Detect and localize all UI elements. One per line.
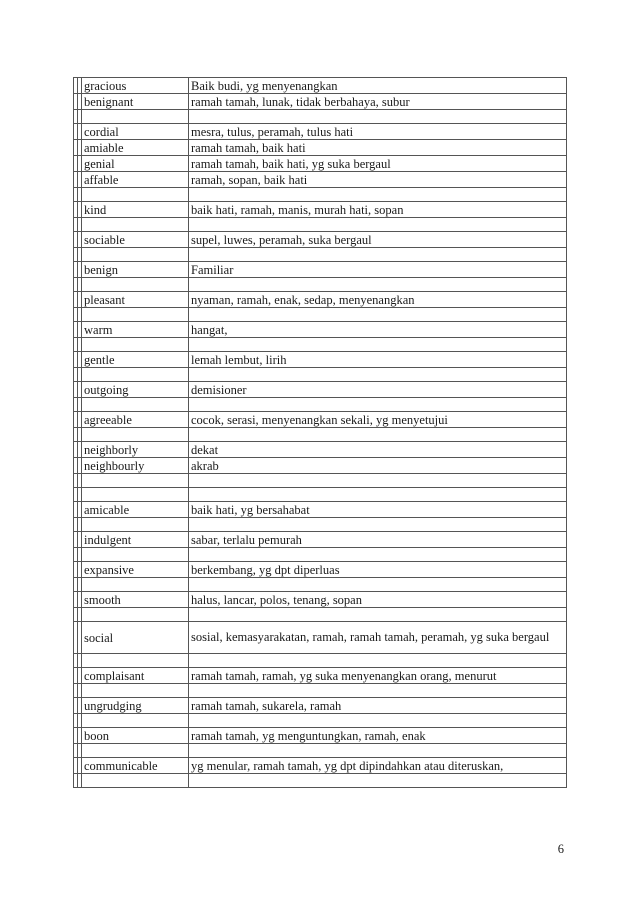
empty-definition-cell [189,488,567,502]
definition-cell: cocok, serasi, menyenangkan sekali, yg menyetujui [189,412,567,428]
term-cell: sociable [82,232,189,248]
glossary-row [74,172,567,188]
empty-term-cell [82,110,189,124]
definition-cell: yg menular, ramah tamah, yg dpt dipindahkan atau diteruskan, [189,758,567,774]
spacer-row [74,518,567,532]
definition-cell: supel, luwes, peramah, suka bergaul [189,232,567,248]
empty-definition-cell [189,474,567,488]
term-cell: neighborly [82,442,189,458]
term-cell: indulgent [82,532,189,548]
glossary-row [74,156,567,172]
empty-definition-cell [189,248,567,262]
definition-cell: berkembang, yg dpt diperluas [189,562,567,578]
definition-cell: ramah tamah, ramah, yg suka menyenangkan orang, menurut [189,668,567,684]
term-cell: boon [82,728,189,744]
term-cell: smooth [82,592,189,608]
term-cell: gracious [82,78,189,94]
empty-definition-cell [189,744,567,758]
empty-term-cell [82,278,189,292]
spacer-row [74,398,567,412]
empty-definition-cell [189,110,567,124]
spacer-row [74,578,567,592]
definition-cell: ramah tamah, sukarela, ramah [189,698,567,714]
empty-term-cell [82,684,189,698]
empty-definition-cell [189,278,567,292]
spacer-row [74,110,567,124]
definition-cell: dekat [189,442,567,458]
glossary-row [74,668,567,684]
spacer-row [74,338,567,352]
empty-definition-cell [189,774,567,788]
definition-cell: Baik budi, yg menyenangkan [189,78,567,94]
glossary-body [74,78,567,788]
glossary-row [74,78,567,94]
definition-cell: ramah tamah, baik hati [189,140,567,156]
empty-term-cell [82,578,189,592]
empty-definition-cell [189,548,567,562]
term-cell: social [82,622,189,654]
glossary-row [74,728,567,744]
definition-cell: nyaman, ramah, enak, sedap, menyenangkan [189,292,567,308]
glossary-row [74,124,567,140]
glossary-row [74,322,567,338]
definition-cell: demisioner [189,382,567,398]
empty-term-cell [82,518,189,532]
glossary-row [74,502,567,518]
term-cell: cordial [82,124,189,140]
empty-term-cell [82,474,189,488]
glossary-row [74,698,567,714]
definition-cell: baik hati, ramah, manis, murah hati, sopan [189,202,567,218]
glossary-row [74,562,567,578]
term-cell: outgoing [82,382,189,398]
empty-term-cell [82,428,189,442]
empty-definition-cell [189,428,567,442]
term-cell: neighbourly [82,458,189,474]
spacer-row [74,428,567,442]
empty-definition-cell [189,654,567,668]
glossary-row [74,352,567,368]
spacer-row [74,608,567,622]
definition-cell: akrab [189,458,567,474]
glossary-row [74,442,567,458]
definition-cell: ramah, sopan, baik hati [189,172,567,188]
empty-definition-cell [189,368,567,382]
empty-definition-cell [189,338,567,352]
empty-term-cell [82,654,189,668]
empty-term-cell [82,744,189,758]
term-cell: benign [82,262,189,278]
empty-term-cell [82,248,189,262]
spacer-row [74,774,567,788]
empty-term-cell [82,608,189,622]
spacer-row [74,248,567,262]
glossary-row [74,622,567,654]
definition-cell: lemah lembut, lirih [189,352,567,368]
term-cell: warm [82,322,189,338]
spacer-row [74,744,567,758]
term-cell: agreeable [82,412,189,428]
definition-cell: sosial, kemasyarakatan, ramah, ramah tamah, peramah, yg suka bergaul [189,622,567,654]
empty-definition-cell [189,714,567,728]
empty-term-cell [82,368,189,382]
definition-cell: sabar, terlalu pemurah [189,532,567,548]
empty-definition-cell [189,578,567,592]
empty-definition-cell [189,684,567,698]
definition-cell: hangat, [189,322,567,338]
spacer-row [74,714,567,728]
spacer-row [74,218,567,232]
glossary-row [74,382,567,398]
definition-cell: ramah tamah, yg menguntungkan, ramah, enak [189,728,567,744]
term-cell: complaisant [82,668,189,684]
glossary-row [74,292,567,308]
glossary-row [74,592,567,608]
spacer-row [74,368,567,382]
glossary-row [74,94,567,110]
empty-definition-cell [189,218,567,232]
term-cell: amicable [82,502,189,518]
empty-definition-cell [189,308,567,322]
empty-term-cell [82,188,189,202]
spacer-row [74,654,567,668]
term-cell: expansive [82,562,189,578]
glossary-row [74,412,567,428]
empty-term-cell [82,548,189,562]
empty-term-cell [82,714,189,728]
spacer-row [74,684,567,698]
definition-cell: Familiar [189,262,567,278]
glossary-row [74,232,567,248]
spacer-row [74,278,567,292]
spacer-row [74,188,567,202]
page-number: 6 [557,842,564,856]
definition-cell: halus, lancar, polos, tenang, sopan [189,592,567,608]
term-cell: benignant [82,94,189,110]
term-cell: amiable [82,140,189,156]
term-cell: communicable [82,758,189,774]
definition-cell: mesra, tulus, peramah, tulus hati [189,124,567,140]
spacer-row [74,488,567,502]
glossary-table [73,77,567,788]
empty-definition-cell [189,518,567,532]
glossary-row [74,458,567,474]
glossary-row [74,262,567,278]
empty-term-cell [82,774,189,788]
empty-definition-cell [189,188,567,202]
term-cell: affable [82,172,189,188]
empty-term-cell [82,218,189,232]
glossary-row [74,202,567,218]
spacer-row [74,308,567,322]
glossary-row [74,758,567,774]
term-cell: gentle [82,352,189,368]
empty-term-cell [82,398,189,412]
glossary-row [74,532,567,548]
definition-cell: ramah tamah, lunak, tidak berbahaya, subur [189,94,567,110]
empty-term-cell [82,488,189,502]
glossary-row [74,140,567,156]
empty-term-cell [82,338,189,352]
definition-cell: ramah tamah, baik hati, yg suka bergaul [189,156,567,172]
definition-cell: baik hati, yg bersahabat [189,502,567,518]
empty-definition-cell [189,608,567,622]
term-cell: ungrudging [82,698,189,714]
empty-definition-cell [189,398,567,412]
spacer-row [74,474,567,488]
term-cell: kind [82,202,189,218]
empty-term-cell [82,308,189,322]
spacer-row [74,548,567,562]
term-cell: pleasant [82,292,189,308]
term-cell: genial [82,156,189,172]
